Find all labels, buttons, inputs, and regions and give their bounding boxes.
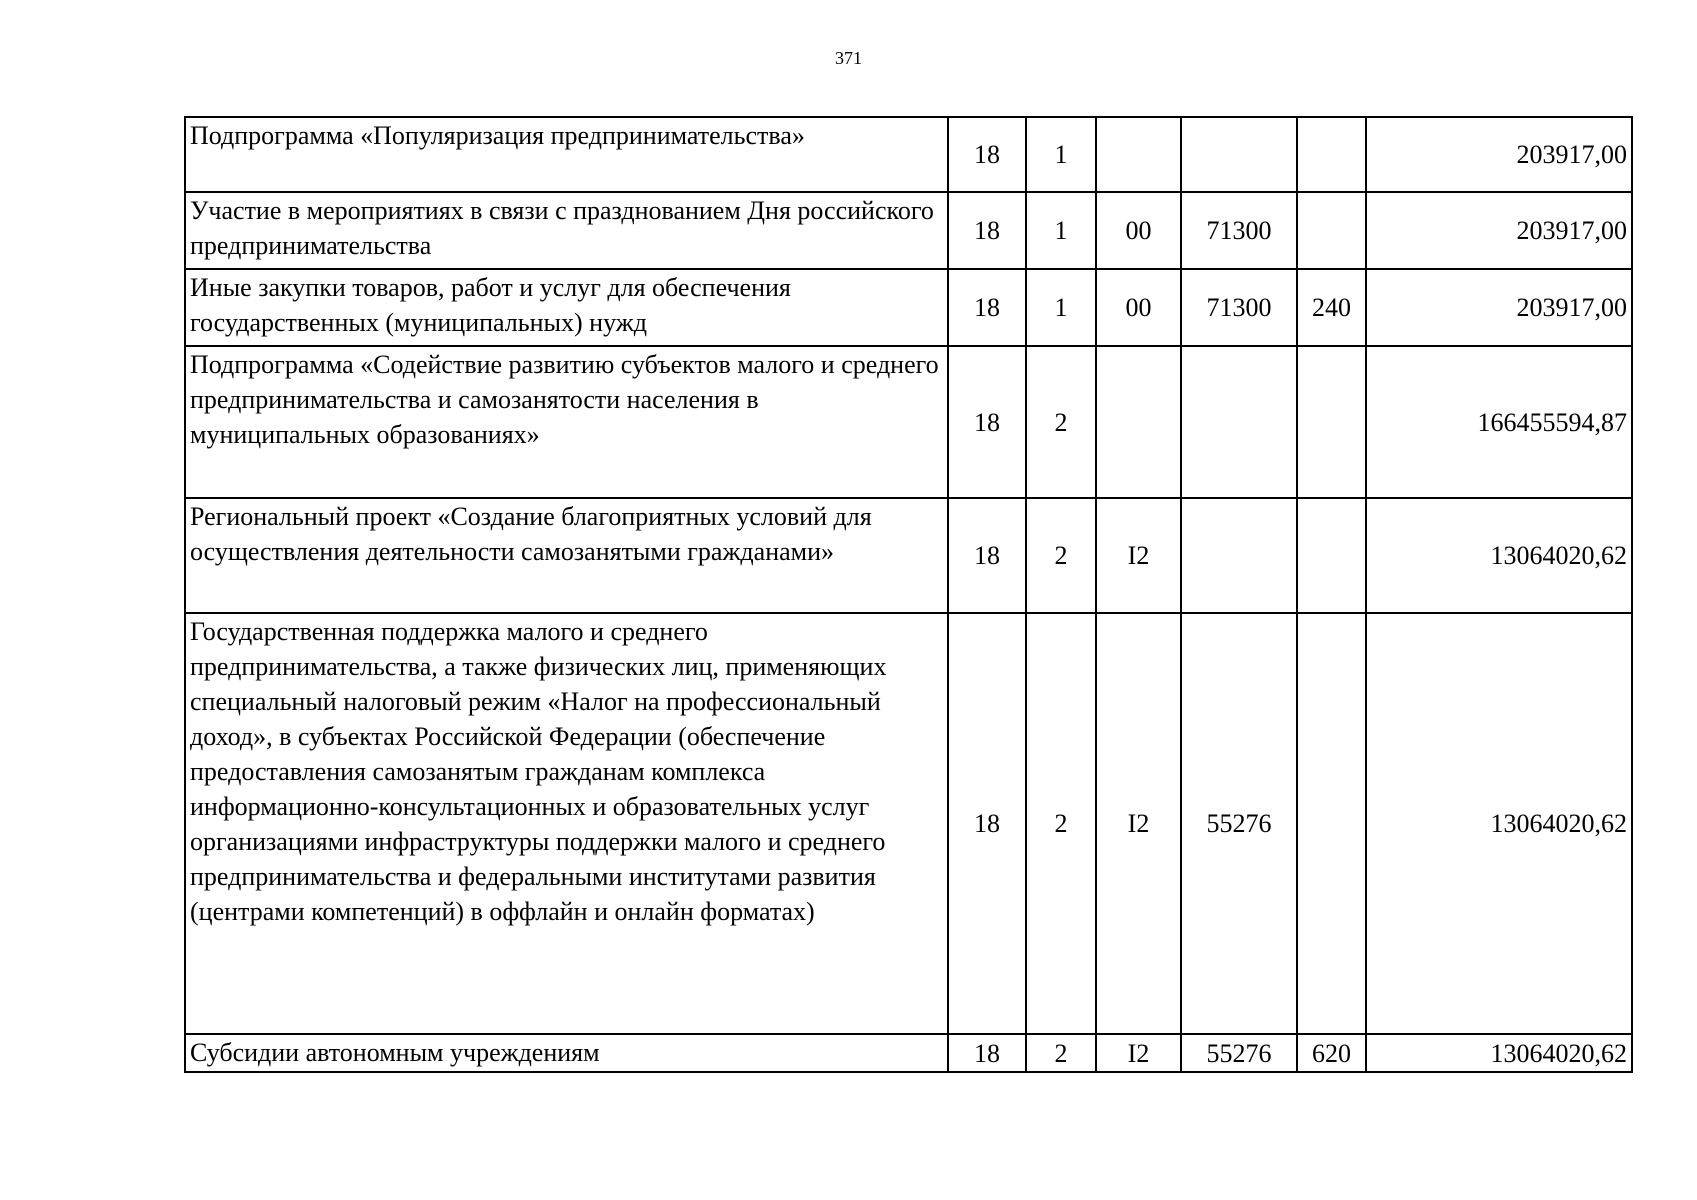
code-cell-3 <box>1096 346 1181 498</box>
code-cell-1: 18 <box>948 1034 1026 1072</box>
amount-cell: 203917,00 <box>1366 117 1632 192</box>
code-cell-2: 2 <box>1026 498 1096 613</box>
code-cell-3: 00 <box>1096 192 1181 269</box>
code-cell-2: 1 <box>1026 269 1096 346</box>
code-cell-4: 71300 <box>1181 192 1297 269</box>
code-cell-4 <box>1181 346 1297 498</box>
code-cell-2: 2 <box>1026 1034 1096 1072</box>
table-row <box>185 1034 1632 1072</box>
code-cell-3: I2 <box>1096 1034 1181 1072</box>
code-cell-4 <box>1181 117 1297 192</box>
code-cell-1: 18 <box>948 498 1026 613</box>
budget-table <box>184 116 1633 1073</box>
code-cell-4 <box>1181 498 1297 613</box>
table-row <box>185 269 1632 346</box>
row-description: Подпрограмма «Содействие развитию субъектов малого и среднего предпринимательства и самозанятости населения в муниципальных образованиях» <box>185 346 948 498</box>
amount-cell: 203917,00 <box>1366 269 1632 346</box>
row-description: Государственная поддержка малого и среднего предпринимательства, а также физических лиц, применяющих специальный налоговый режим «Налог на профессиональный доход», в субъектах Российской Федерации (обеспечение предоставления самозанятым гражданам комплекса информационно-консультационных и образовательных услуг организациями инфраструктуры поддержки малого и среднего предпринимательства и федеральными институтами развития (центрами компетенций) в оффлайн и онлайн форматах) <box>185 613 948 1034</box>
table-row <box>185 346 1632 498</box>
code-cell-5 <box>1297 117 1366 192</box>
row-description: Участие в мероприятиях в связи с празднованием Дня российского предпринимательства <box>185 192 948 269</box>
code-cell-3 <box>1096 117 1181 192</box>
amount-cell: 13064020,62 <box>1366 1034 1632 1072</box>
code-cell-2: 2 <box>1026 613 1096 1034</box>
table-row <box>185 498 1632 613</box>
code-cell-5 <box>1297 192 1366 269</box>
code-cell-2: 1 <box>1026 117 1096 192</box>
code-cell-5 <box>1297 346 1366 498</box>
amount-cell: 13064020,62 <box>1366 498 1632 613</box>
page-number: 371 <box>835 48 862 68</box>
code-cell-1: 18 <box>948 269 1026 346</box>
amount-cell: 13064020,62 <box>1366 613 1632 1034</box>
code-cell-4: 55276 <box>1181 1034 1297 1072</box>
row-description: Региональный проект «Создание благоприятных условий для осуществления деятельности самозанятыми гражданами» <box>185 498 948 613</box>
code-cell-1: 18 <box>948 346 1026 498</box>
code-cell-5 <box>1297 613 1366 1034</box>
code-cell-5: 240 <box>1297 269 1366 346</box>
amount-cell: 203917,00 <box>1366 192 1632 269</box>
row-description: Субсидии автономным учреждениям <box>185 1034 948 1072</box>
row-description: Иные закупки товаров, работ и услуг для обеспечения государственных (муниципальных) нужд <box>185 269 948 346</box>
code-cell-1: 18 <box>948 192 1026 269</box>
code-cell-4: 55276 <box>1181 613 1297 1034</box>
table-row <box>185 613 1632 1034</box>
code-cell-3: I2 <box>1096 498 1181 613</box>
code-cell-3: I2 <box>1096 613 1181 1034</box>
row-description: Подпрограмма «Популяризация предпринимательства» <box>185 117 948 192</box>
code-cell-1: 18 <box>948 613 1026 1034</box>
code-cell-5 <box>1297 498 1366 613</box>
code-cell-4: 71300 <box>1181 269 1297 346</box>
code-cell-2: 1 <box>1026 192 1096 269</box>
table-row <box>185 192 1632 269</box>
code-cell-2: 2 <box>1026 346 1096 498</box>
table-row <box>185 117 1632 192</box>
code-cell-3: 00 <box>1096 269 1181 346</box>
code-cell-1: 18 <box>948 117 1026 192</box>
code-cell-5: 620 <box>1297 1034 1366 1072</box>
amount-cell: 166455594,87 <box>1366 346 1632 498</box>
